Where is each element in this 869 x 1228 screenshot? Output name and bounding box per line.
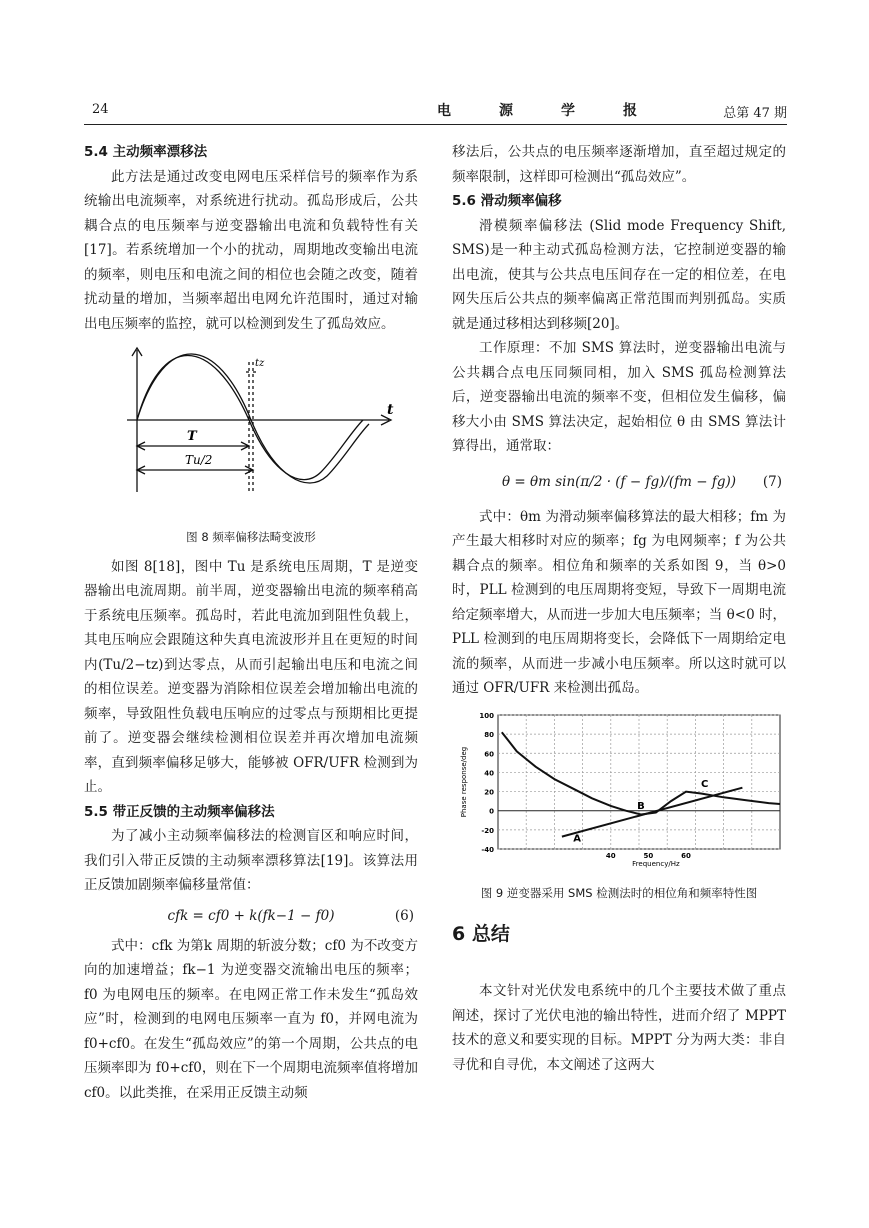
right-column [452,140,786,1077]
y-tick-label: 0 [489,807,494,816]
fig8-label-Tu2: Tu/2 [185,453,213,467]
figure-9-chart [452,709,786,869]
equation-7 [452,459,786,505]
paragraph: 如图 8[18]，图中 Tu 是系统电压周期，T 是逆变器输出电流周期。前半周，逆变器输出电流的频率稍高于系统电压频率。孤岛时，若此电流加到阻性负载上，其电压响应会跟随这种失真电流波形并且在更短的时间内(Tu/2−tz)到达零点，从而引起输出电压和电流之间的相位误差。逆变器为消除相位误差会增加输出电流的频率，导致阻性负载电压响应的过零点与预期相比更提前了。逆变器会继续检测相位误差并再次增加电流频率，直到频率偏移足够大，能够被 OFR/UFR 检测到为止。 [84,558,418,795]
paragraph: 滑模频率偏移法 (Slid mode Frequency Shift, SMS)是一种主动式孤岛检测方法，它控制逆变器的输出电流，使其与公共点电压间存在一定的相位差，在电网失压后公共点的频率偏离正常范围而判别孤岛。实质就是通过移相达到移频[20]。 [452,217,786,332]
figure-8-caption: 图 8 频率偏移法畸变波形 [186,529,316,544]
issue-number: 总第 47 期 [723,106,787,121]
figure-8 [84,342,418,521]
y-tick-label: 80 [484,730,494,739]
equation-6-number: (6) [394,907,414,924]
y-axis-label: Phase response/deg [460,746,468,817]
paragraph: 为了减小主动频率偏移法的检测盲区和响应时间，我们引入带正反馈的主动频率漂移算法[19]。该算法用正反馈加剧频率偏移量常值： [84,828,418,893]
y-tick-label: -40 [481,845,494,854]
section-5-4-heading: 5.4 主动频率漂移法 [84,144,208,160]
figure-8-waveform [101,342,401,512]
section-5-6-heading: 5.6 滑动频率偏移 [452,193,562,209]
equation-7-number: (7) [762,473,782,490]
annotation-label: A [573,832,581,844]
running-header [84,100,787,124]
section-6-heading: 6 总结 [452,923,510,945]
x-axis-label: Frequency/Hz [632,859,680,868]
y-tick-label: 40 [484,768,494,777]
page-number: 24 [92,102,109,117]
header-rule [84,124,787,125]
journal-title: 电源学报 [437,103,685,119]
x-tick-label: 40 [605,851,616,860]
paragraph: 移法后，公共点的电压频率逐渐增加，直至超过规定的频率限制，这样即可检测出“孤岛效应”。 [452,144,786,185]
paragraph: 式中：θm 为滑动频率偏移算法的最大相移；fm 为产生最大相移时对应的频率；fg 为电网频率；f 为公共耦合点的频率。相位角和频率的关系如图 9，当 θ>0 时，PLL 检测到的电压周期将变短，导致下一周期电流给定频率增大，从而进一步加大电压频率；当 θ<0 时，PLL 检测到的电压周期将变长，会降低下一周期给定电流的频率，从而进一步减小电压频率。所以这时就可以通过 OFR/UFR 来检测出孤岛。 [452,508,786,696]
y-tick-label: 100 [479,711,494,720]
equation-7-body: θ = θm sin(π/2 · (f − fg)/(fm − fg)) [501,473,737,490]
y-tick-label: -20 [481,826,494,835]
paragraph: 式中：cfk 为第k 周期的斩波分数；cf0 为不改变方向的加速增益；fk−1 为逆变器交流输出电压的频率；f0 为电网电压的频率。在电网正常工作未发生“孤岛效应”时，检测到的电网电压频率一直为 f0，并网电流为 f0+cf0。在发生“孤岛效应”的第一个周期，公共点的电压频率即为 f0+cf0，则在下一个周期电流频率值将增加 cf0。以此类推，在采用正反馈主动频 [84,937,418,1101]
annotation-label: B [637,800,645,812]
y-tick-label: 60 [484,749,494,758]
paragraph: 此方法是通过改变电网电压采样信号的频率作为系统输出电流频率，对系统进行扰动。孤岛形成后，公共耦合点的电压频率与逆变器输出电流和负载特性有关[17]。若系统增加一个小的扰动，周期地改变输出电流的频率，则电压和电流之间的相位也会随之改变，随着扰动量的增加，当频率超出电网允许范围时，通过对输出电压频率的监控，就可以检测到发生了孤岛效应。 [84,168,418,332]
paragraph: 本文针对光伏发电系统中的几个主要技术做了重点阐述，探讨了光伏电池的输出特性，进而介绍了 MPPT 技术的意义和要实现的目标。MPPT 分为两大类：非自寻优和自寻优，本文阐述了这两大 [452,983,786,1073]
left-column [84,140,418,1105]
annotation-label: C [701,778,709,790]
fig8-label-tz: tz [255,358,265,369]
x-tick-label: 60 [681,851,691,860]
x-tick-label: 50 [643,851,654,860]
figure-9-caption: 图 9 逆变器采用 SMS 检测法时的相位角和频率特性图 [480,886,758,900]
fig8-label-T: T [187,429,197,444]
equation-6-body: cfk = cf0 + k(fk−1 − f0) [167,907,335,924]
y-tick-label: 20 [484,788,494,797]
paragraph: 工作原理：不加 SMS 算法时，逆变器输出电流与公共耦合点电压同频同相，加入 SMS 孤岛检测算法后，逆变器输出电流的频率不变，但相位发生偏移，偏移大小由 SMS 算法决定，起始相位 θ 由 SMS 算法计算得出，通常取： [452,340,786,454]
sms-line [562,787,743,836]
fig8-label-t: t [387,402,394,418]
equation-6 [84,898,418,934]
figure-9 [452,709,786,878]
section-5-5-heading: 5.5 带正反馈的主动频率偏移法 [84,803,275,820]
